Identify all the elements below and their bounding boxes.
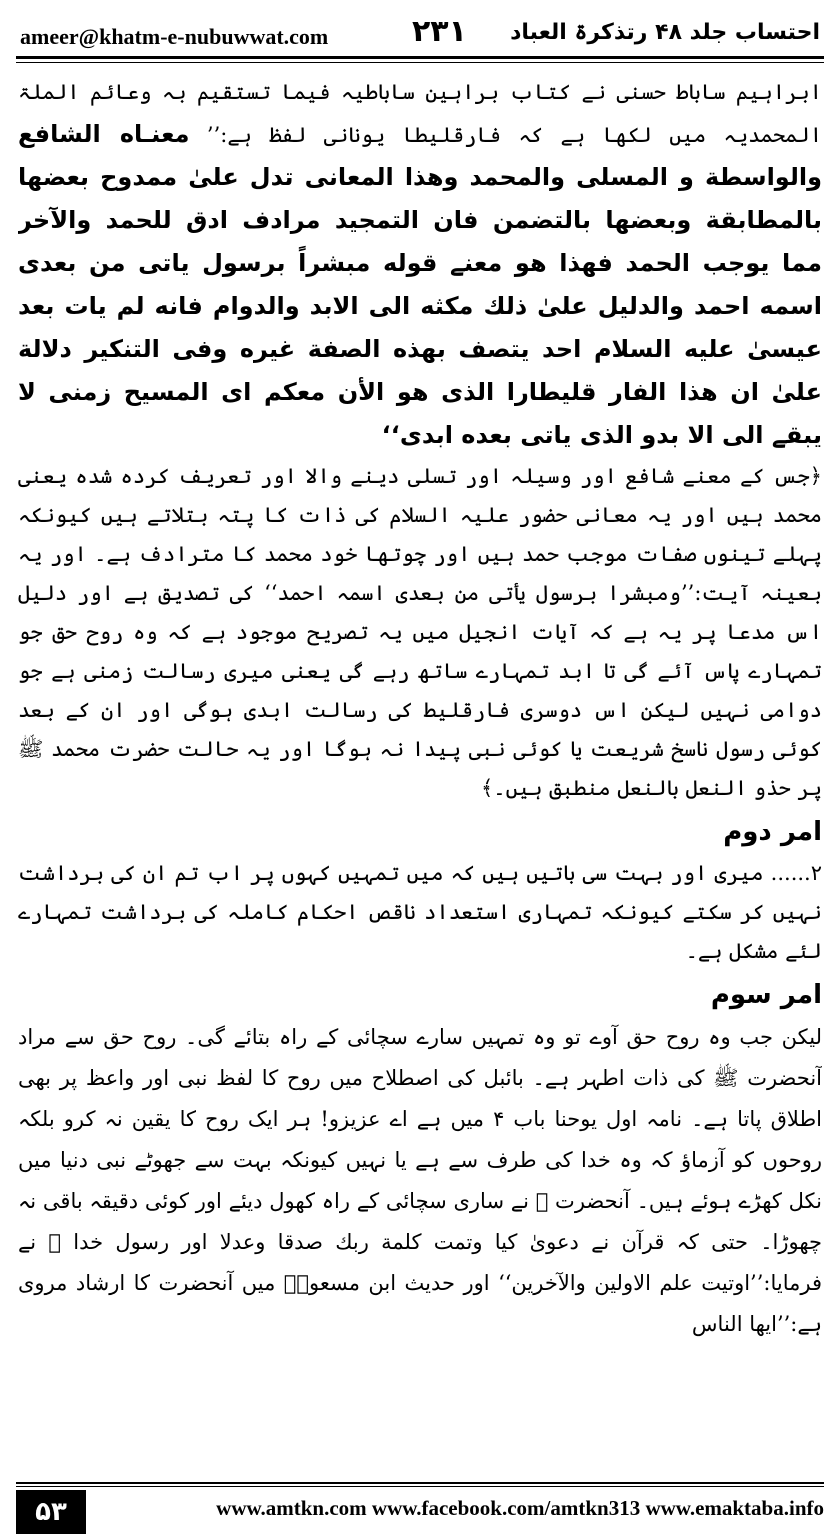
intro-urdu-text: ابراہیم ساباط حسنی نے کتاب براہین ساباطیہ فیما تستقیم بہ وعائم الملۃ المحمدیہ میں لکھا ہے کہ فارقلیطا یونانی لفظ ہے:’’ — [18, 80, 822, 147]
heading-amr-som: امر سوم — [710, 980, 822, 1010]
footer-divider — [16, 1482, 824, 1487]
header-page-number: ۲۳۱ — [412, 14, 467, 49]
header-divider — [16, 56, 824, 63]
page-body — [18, 72, 822, 1474]
header-email: ameer@khatm-e-nubuwwat.com — [20, 24, 329, 49]
header-book-title: احتساب جلد ۴۸ رتذکرۃ العباد — [510, 20, 820, 45]
paragraph-translation: ﴿جس کے معنے شافع اور وسیلہ اور تسلی دینے والا اور تعریف کردہ شدہ یعنی محمد ہیں اور یہ معانی حضور علیہ السلام کی ذات کا پتہ بتلاتے ہیں کیونکہ پہلے تینوں صفات موجب حمد ہیں اور چوتھا خود محمد کا مترادف ہے۔ اور یہ بعینہ آیت:’’ومبشرا برسول یأتی من بعدی اسمہ احمد‘‘ کی تصدیق ہے اور دلیل اس مدعا پر یہ ہے کہ آیات انجیل میں یہ تصریح موجود ہے کہ وہ روح حق جو تمہارے پاس آئے گی تا ابد تمہارے ساتھ رہے گی یعنی میری رسالت زمنی ہے جو دوامی نہیں لیکن اس دوسری فارقلیط کی رسالت ابدی ہوگی اور ان کے بعد کوئی رسول ناسخ شریعت یا کوئی نبی پیدا نہ ہوگا اور یہ حالت حضرت محمد ﷺ پر حذو النعل بالنعل منطبق ہیں۔﴾ — [18, 464, 822, 800]
page-header — [16, 10, 824, 58]
paragraph-point-3: لیکن جب وہ روح حق آوے تو وہ تمہیں سارے سچائی کے راہ بتائے گی۔ روح حق سے مراد آنحضرت ﷺ کی ذات اطہر ہے۔ بائبل کی اصطلاح میں روح کا لفظ نبی اور واعظ پر بھی اطلاق پاتا ہے۔ نامہ اول یوحنا باب ۴ میں ہے اے عزیزو! ہر ایک روح کا یقین نہ کرو بلکہ روحوں کو آزماؤ کہ وہ خدا کی طرف سے ہے یا نہیں کیونکہ بہت سے جھوٹے نبی دنیا میں نکل کھڑے ہوئے ہیں۔ آنحضرت ﷺ نے ساری سچائی کے راہ کھول دیئے اور کوئی دقیقہ باقی نہ چھوڑا۔ حتی کہ قرآن نے دعویٰ کیا وتمت کلمة ربك صدقا وعدلا اور رسول خدا ﷺ نے فرمایا:’’اوتیت علم الاولین والآخرین‘‘ اور حدیث ابن مسعودؓ میں آنحضرت کا ارشاد مروی ہے:’’ایھا الناس — [18, 1025, 822, 1336]
footer-page-badge: ۵۳ — [16, 1490, 86, 1534]
arabic-quote: معنـاه الشافع والواسطة و المسلى والمحمد وهذا المعانى تدل علىٰ ممدوح بعضها بالمطابقة وبعضها بالتضمن فان التمجيد مرادف ادق للحمد والآخر مما يوجب الحمد فهذا هو معنے قوله مبشراً برسول ياتى من بعدى اسمه احمد والدليل علىٰ ذلك مكثه الى الابد والدوام فانه لم يات بعد عيسىٰ عليه السلام احد يتصف بهذه الصفة غيره وفى التنكير دلالة علىٰ ان هذا الفار قليطارا الذى هو الأن معكم اى المسيح زمنى لا يبقے الى الا بدو الذى ياتى بعده ابدى‘‘ — [18, 120, 822, 449]
paragraph-point-2: ۲...... میری اور بہت سی باتیں ہیں کہ میں تمہیں کہوں پر اب تم ان کی برداشت نہیں کر سکتے کیونکہ تمہاری استعداد ناقص احکام کاملہ کی برداشت تمہارے لئے مشکل ہے۔ — [18, 861, 822, 963]
heading-amr-dom: امر دوم — [723, 817, 822, 847]
paragraph-intro — [18, 72, 822, 457]
footer-website-links[interactable]: www.amtkn.com www.facebook.com/amtkn313 www.emaktaba.info — [216, 1496, 824, 1520]
